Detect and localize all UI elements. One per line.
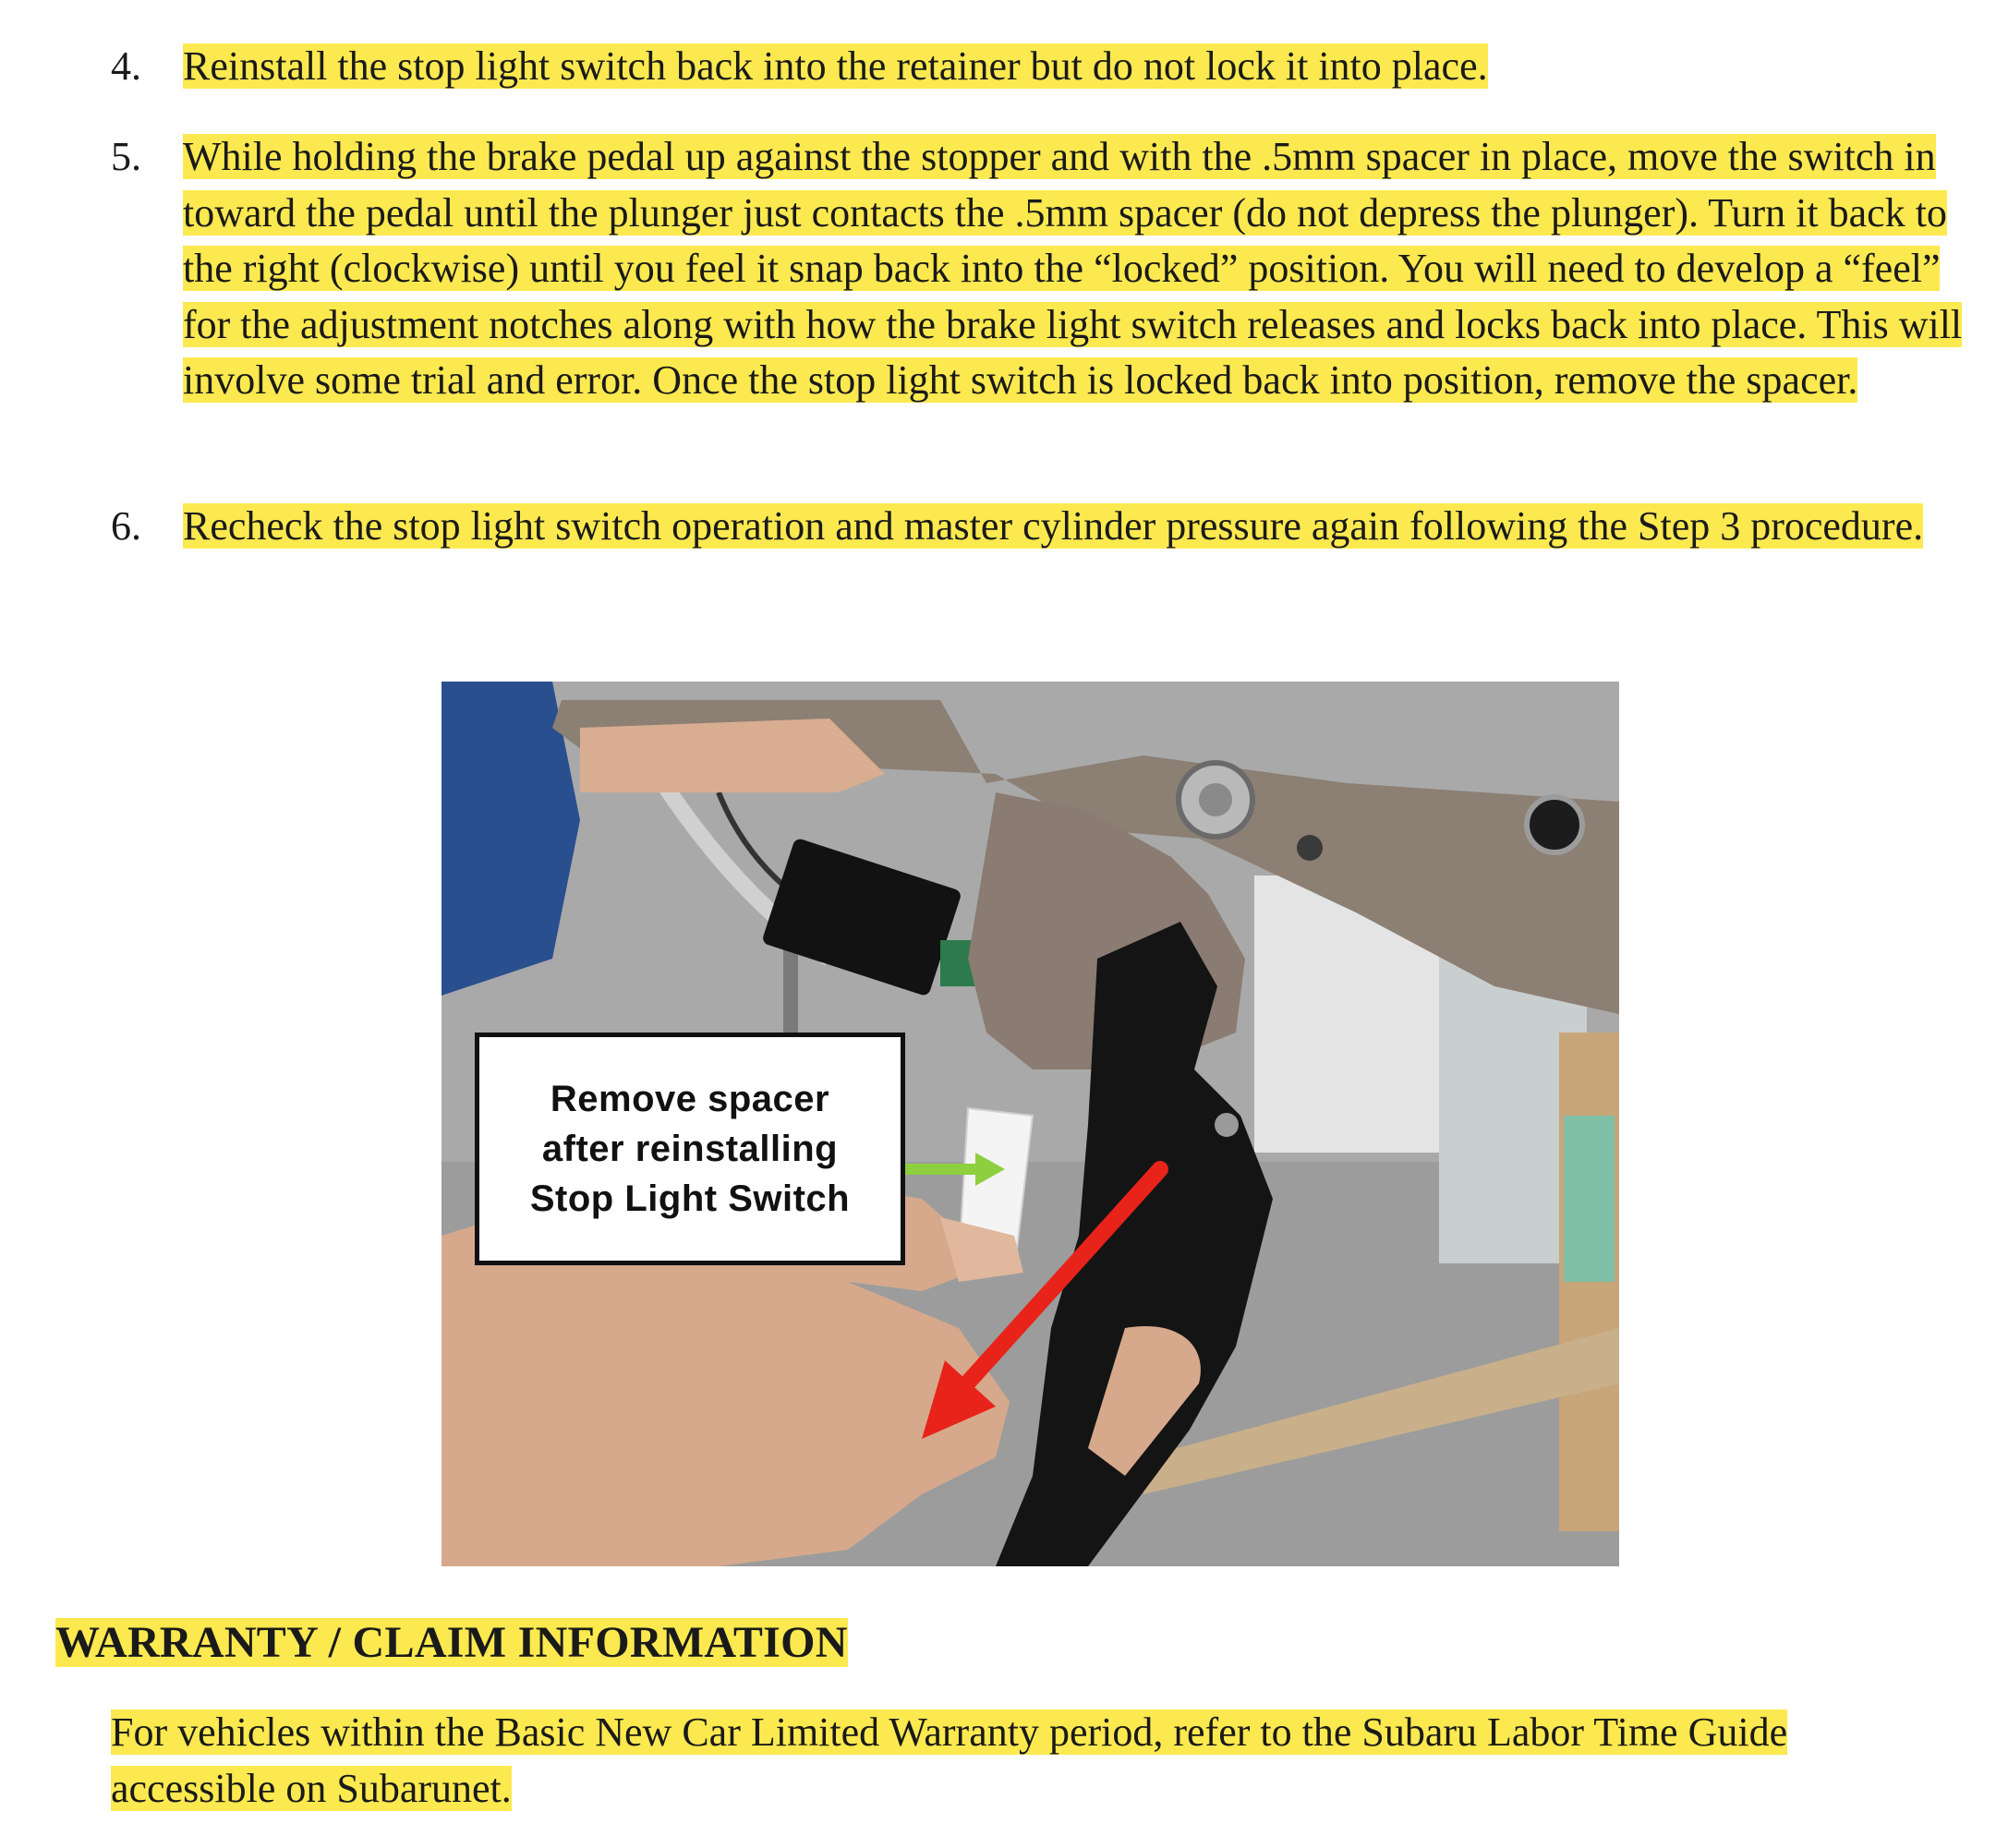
warranty-text: For vehicles within the Basic New Car Limited Warranty period, refer to the Subaru Labor Time Guide accessible on Subarunet. (111, 1709, 1788, 1811)
heading-text: WARRANTY / CLAIM INFORMATION (55, 1618, 848, 1667)
callout-line: Remove spacer (550, 1079, 830, 1119)
section-heading (55, 1614, 848, 1672)
brake-pedal-photo (442, 682, 1619, 1566)
step-number: 4. (111, 43, 141, 89)
step-number: 6. (111, 503, 141, 549)
callout-line: Stop Light Switch (529, 1178, 851, 1219)
warranty-paragraph (111, 1704, 1949, 1817)
step-text: While holding the brake pedal up against the stopper and with the .5mm spacer in place, move the switch in toward the pedal until the plunger just contacts the .5mm spacer (do not depress the plunger). Turn it back to the right (clockwise) until you feel it snap back into the “locked” position. You will need to develop a “feel” for the adjustment notches along with how the brake light switch releases and locks back into place. This will involve some trial and error. Once the stop light switch is locked back into position, remove the spacer. (183, 134, 1963, 403)
step-text: Reinstall the stop light switch back into the retainer but do not lock it into place. (183, 43, 1488, 89)
photo-callout (475, 1033, 905, 1265)
step-text: Recheck the stop light switch operation and master cylinder pressure again following the Step 3 procedure. (183, 503, 1924, 549)
callout-line: after reinstalling (541, 1129, 839, 1169)
step-number: 5. (111, 134, 141, 179)
